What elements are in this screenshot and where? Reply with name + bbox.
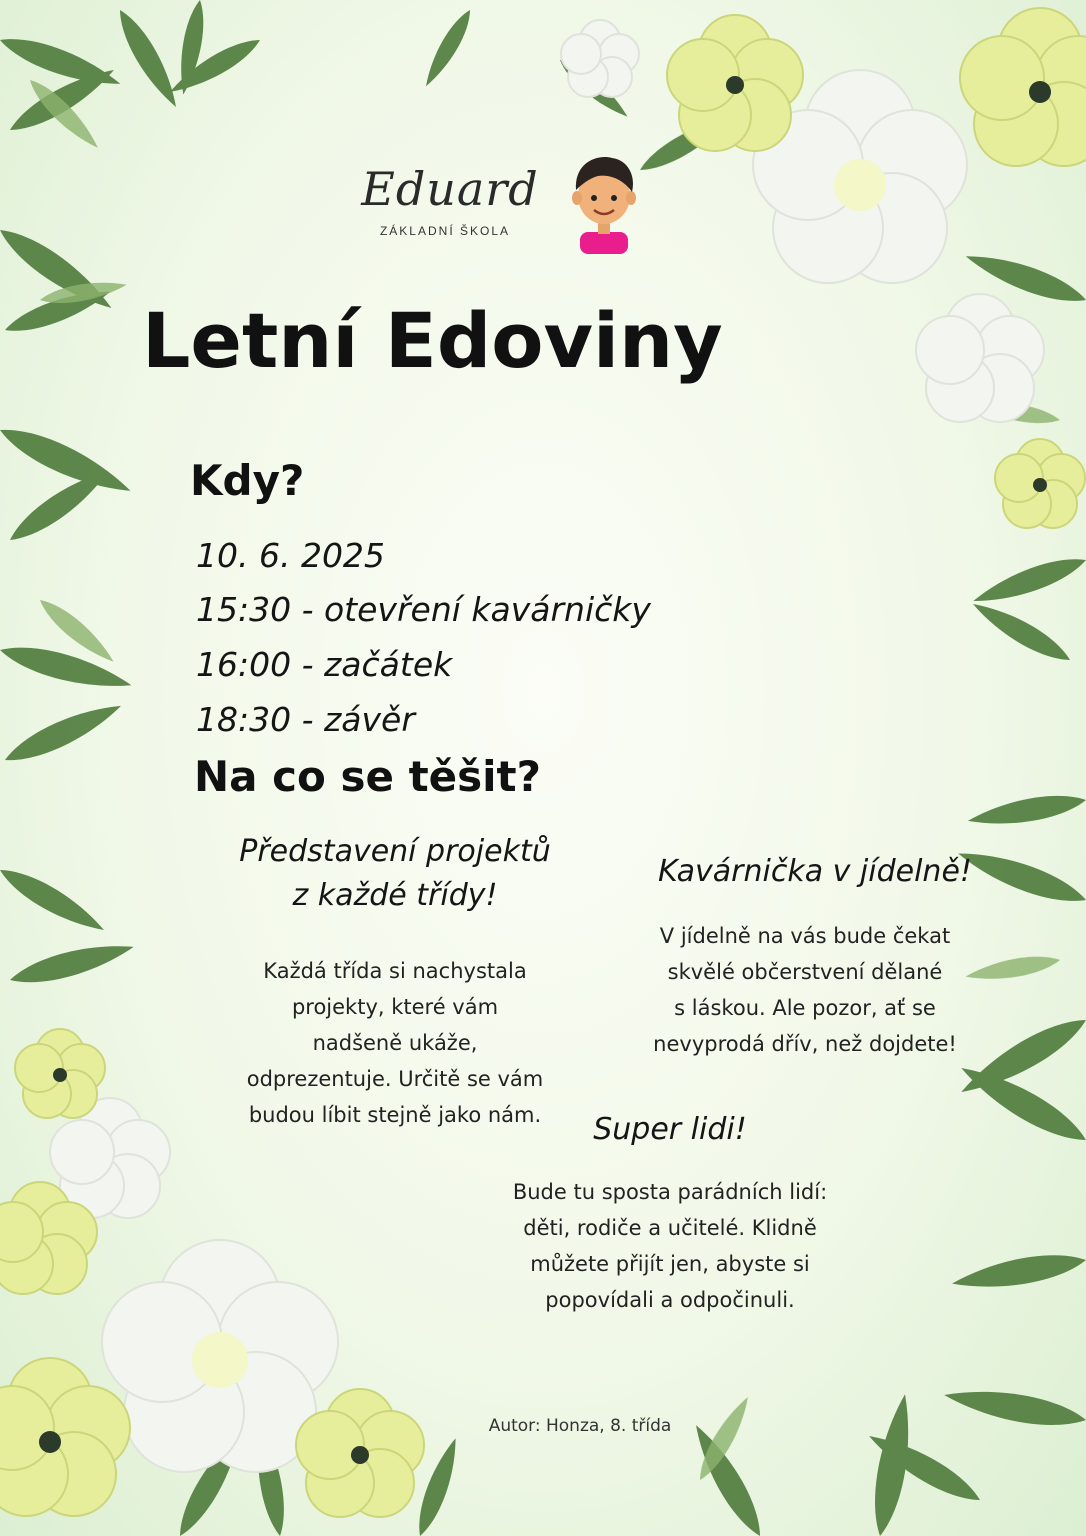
text-line: můžete přijít jen, abyste si [530,1252,810,1276]
highlight-text-projects [190,953,600,1133]
boy-avatar-icon [568,150,640,254]
school-logo-text: Eduard [361,162,539,216]
text-line: Bude tu sposta parádních lidí: [512,1180,828,1204]
highlight-title-line: Představení projektů [239,834,551,869]
author-credit: Autor: Honza, 8. třída [488,1416,672,1436]
schedule-item: 15:30 - otevření kavárničky [196,590,651,629]
highlight-title-line: Kavárnička v jídelně! [658,854,972,889]
highlight-title-line: z každé třídy! [292,878,498,913]
text-line: budou líbit stejně jako nám. [248,1103,542,1127]
highlight-text-people [460,1174,880,1318]
highlight-title-line: Super lidi! [593,1112,747,1147]
highlight-title-people [520,1108,820,1152]
highlight-text-cafe [610,918,1000,1062]
event-date: 10. 6. 2025 [196,536,385,575]
text-line: popovídali a odpočinuli. [545,1288,795,1312]
schedule-item: 18:30 - závěr [196,700,415,739]
highlights-heading: Na co se těšit? [194,752,541,801]
when-heading: Kdy? [190,456,305,505]
event-title: Letní Edoviny [142,296,723,385]
text-line: děti, rodiče a učitelé. Klidně [523,1216,817,1240]
text-line: odprezentuje. Určitě se vám [246,1067,544,1091]
text-line: V jídelně na vás bude čekat [659,924,951,948]
highlight-title-cafe [620,850,1010,894]
text-line: skvělé občerstvení dělané [667,960,943,984]
text-line: nevyprodá dřív, než dojdete! [653,1032,957,1056]
schedule-item: 16:00 - začátek [196,645,453,684]
text-line: s láskou. Ale pozor, ať se [674,996,936,1020]
text-line: nadšeně ukáže, [312,1031,478,1055]
highlight-title-projects [180,830,610,918]
text-line: Každá třída si nachystala [263,959,527,983]
school-subtitle: ZÁKLADNÍ ŠKOLA [379,224,511,238]
text-line: projekty, které vám [291,995,499,1019]
